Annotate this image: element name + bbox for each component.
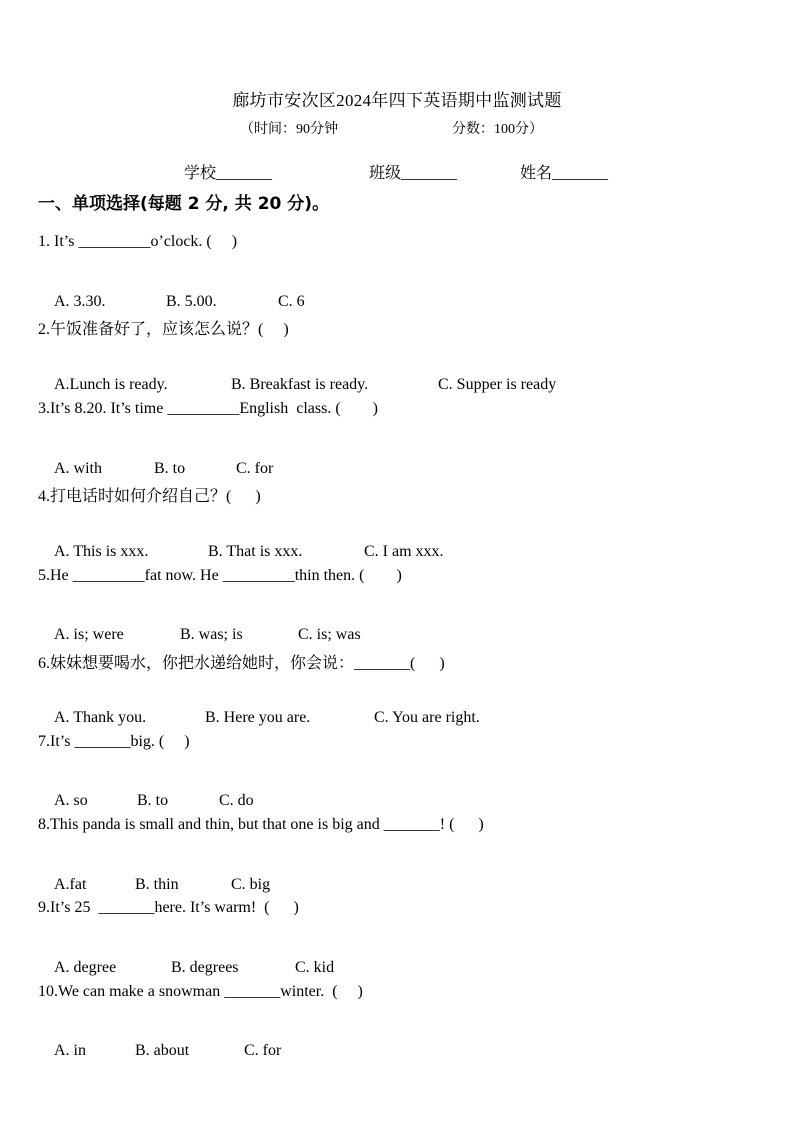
option-b: B. That is xxx. [208,543,303,560]
exam-title: 廊坊市安次区2024年四下英语期中监测试题 [232,91,562,110]
option-c: C. kid [295,959,335,976]
question-6: 6.妹妹想要喝水，你把水递给她时，你会说：_______( ) [38,655,445,672]
question-10: 10.We can make a snowman _______winter. ( ) [38,983,363,1000]
option-b: B. 5.00. [166,293,217,310]
option-c: C. for [244,1042,282,1059]
options-10 [38,1024,281,1078]
option-a: A. with [54,460,102,477]
option-b: B. thin [135,876,179,893]
question-8: 8.This panda is small and thin, but that one is big and _______! ( ) [38,816,484,833]
option-b: B. about [135,1042,190,1059]
option-a: A. degree [54,959,117,976]
question-5: 5.He _________fat now. He _________thin then. ( ) [38,567,402,584]
question-7: 7.It’s _______big. ( ) [38,733,190,750]
option-b: B. Here you are. [205,709,311,726]
option-c: C. You are right. [374,709,480,726]
exam-time: （时间：90分钟 [240,122,338,137]
option-b: B. Breakfast is ready. [231,376,369,393]
option-b: B. to [154,460,186,477]
exam-score: 分数：100分） [452,122,543,137]
question-3: 3.It’s 8.20. It’s time _________English class. ( ) [38,400,378,417]
option-a: A. 3.30. [54,293,106,310]
option-a: A.fat [54,876,87,893]
option-b: B. was; is [180,626,243,643]
question-1: 1. It’s _________o’clock. ( ) [38,233,238,250]
option-c: C. big [231,876,271,893]
section-title: 一、单项选择(每题 2 分, 共 20 分)。 [38,194,330,214]
option-a: A. is; were [54,626,124,643]
option-c: C. 6 [278,293,305,310]
option-c: C. Supper is ready [438,376,557,393]
option-a: A. in [54,1042,86,1059]
option-a: A. so [54,792,88,809]
option-a: A. Thank you. [54,709,147,726]
question-2: 2.午饭准备好了，应该怎么说？( ) [38,321,289,338]
name-field: 姓名_______ [520,165,609,182]
option-b: B. degrees [171,959,239,976]
class-field: 班级_______ [369,165,458,182]
option-c: C. do [219,792,254,809]
option-c: C. is; was [298,626,361,643]
question-4: 4.打电话时如何介绍自己？( ) [38,488,261,505]
option-b: B. to [137,792,169,809]
option-a: A. This is xxx. [54,543,149,560]
option-c: C. I am xxx. [364,543,444,560]
school-field: 学校_______ [184,165,273,182]
option-c: C. for [236,460,274,477]
option-a: A.Lunch is ready. [54,376,168,393]
question-9: 9.It’s 25 _______here. It’s warm! ( ) [38,899,299,916]
